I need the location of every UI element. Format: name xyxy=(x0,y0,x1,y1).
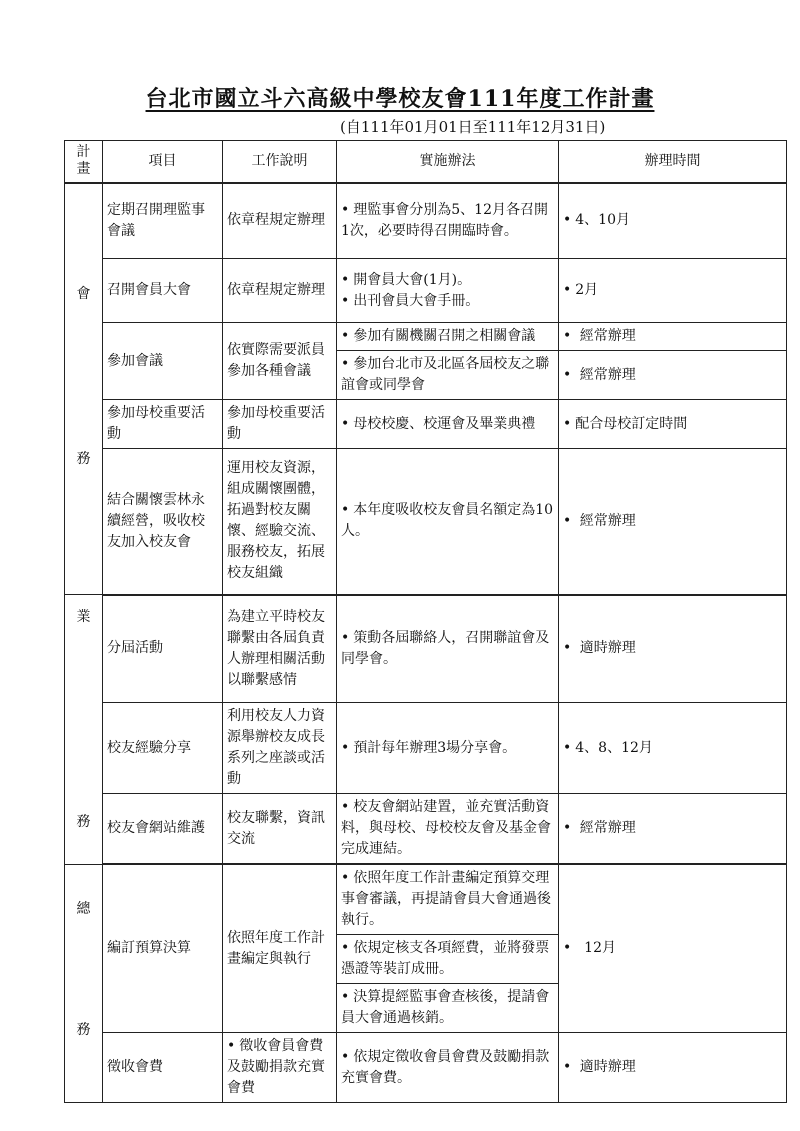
timing-cell: • 經常辦理 xyxy=(559,449,787,595)
timing-cell: • 2月 xyxy=(559,259,787,323)
item-cell: 參加會議 xyxy=(103,323,223,400)
table-header-row xyxy=(65,141,787,183)
item-cell: 結合關懷雲林永續經營，吸收校友加入校友會 xyxy=(103,449,223,595)
method-cell: • 預計每年辦理3場分享會。 xyxy=(337,703,559,794)
description-cell: 依章程規定辦理 xyxy=(223,183,337,259)
item-cell: 校友經驗分享 xyxy=(103,703,223,794)
title-text: 台北市國立斗六高級中學校友會111年度工作計畫 xyxy=(145,86,655,112)
header-item: 項目 xyxy=(103,141,223,183)
table-row xyxy=(65,1033,787,1103)
item-cell: 召開會員大會 xyxy=(103,259,223,323)
item-cell: 校友會網站維護 xyxy=(103,794,223,865)
header-method: 實施辦法 xyxy=(337,141,559,183)
header-category: 計畫 xyxy=(65,141,103,183)
timing-cell: • 配合母校訂定時間 xyxy=(559,400,787,449)
timing-cell: • 4、8、12月 xyxy=(559,703,787,794)
method-cell: • 開會員大會(1月)。 • 出刊會員大會手冊。 xyxy=(337,259,559,323)
method-cell: • 校友會網站建置，並充實活動資料，與母校、母校校友會及基金會完成連結。 xyxy=(337,794,559,865)
table-row xyxy=(65,595,787,703)
timing-cell: • 經常辦理 xyxy=(559,351,787,400)
timing-cell: • 適時辦理 xyxy=(559,1033,787,1103)
description-cell: 校友聯繫，資訊交流 xyxy=(223,794,337,865)
method-cell: • 依規定徵收會員會費及鼓勵捐款充實會費。 xyxy=(337,1033,559,1103)
timing-cell: • 適時辦理 xyxy=(559,595,787,703)
category-zongwu: 總 務 xyxy=(65,864,103,1103)
header-description: 工作說明 xyxy=(223,141,337,183)
timing-cell: • 12月 xyxy=(559,864,787,1033)
description-cell: 參加母校重要活動 xyxy=(223,400,337,449)
timing-cell: • 經常辦理 xyxy=(559,794,787,865)
item-cell: 定期召開理監事會議 xyxy=(103,183,223,259)
method-cell: • 本年度吸收校友會員名額定為10人。 xyxy=(337,449,559,595)
timing-cell: • 4、10月 xyxy=(559,183,787,259)
table-row xyxy=(65,794,787,865)
method-cell: • 決算提經監事會查核後，提請會員大會通過核銷。 xyxy=(337,984,559,1033)
timing-cell: • 經常辦理 xyxy=(559,323,787,351)
method-cell: • 理監事會分別為5、12月各召開1次，必要時得召開臨時會。 xyxy=(337,183,559,259)
table-row xyxy=(65,703,787,794)
description-cell: • 徵收會員會費及鼓勵捐款充實會費 xyxy=(223,1033,337,1103)
method-cell: • 策動各屆聯絡人，召開聯誼會及同學會。 xyxy=(337,595,559,703)
description-cell: 依實際需要派員參加各種會議 xyxy=(223,323,337,400)
description-cell: 為建立平時校友聯繫由各屆負責人辦理相關活動以聯繫感情 xyxy=(223,595,337,703)
description-cell: 依章程規定辦理 xyxy=(223,259,337,323)
work-plan-table xyxy=(64,140,787,1103)
item-cell: 編訂預算決算 xyxy=(103,864,223,1033)
table-row xyxy=(65,259,787,323)
method-cell: • 參加有關機關召開之相關會議 xyxy=(337,323,559,351)
method-cell: • 母校校慶、校運會及畢業典禮 xyxy=(337,400,559,449)
table-row xyxy=(65,864,787,935)
item-cell: 參加母校重要活動 xyxy=(103,400,223,449)
category-huiwu: 會 務 xyxy=(65,183,103,595)
category-yewu: 業 務 xyxy=(65,595,103,865)
table-row xyxy=(65,323,787,351)
table-row xyxy=(65,400,787,449)
item-cell: 分屆活動 xyxy=(103,595,223,703)
table-row xyxy=(65,183,787,259)
item-cell: 徵收會費 xyxy=(103,1033,223,1103)
method-cell: • 參加台北市及北區各屆校友之聯誼會或同學會 xyxy=(337,351,559,400)
header-timing: 辦理時間 xyxy=(559,141,787,183)
plan-period: (自111年01月01日至111年12月31日) xyxy=(340,118,606,136)
description-cell: 運用校友資源，組成關懷團體，拓過對校友關懷、經驗交流、服務校友，拓展校友組織 xyxy=(223,449,337,595)
page-title xyxy=(0,82,800,113)
description-cell: 利用校友人力資源舉辦校友成長系列之座談或活動 xyxy=(223,703,337,794)
description-cell: 依照年度工作計畫編定與執行 xyxy=(223,864,337,1033)
table-row xyxy=(65,449,787,595)
method-cell: • 依規定核支各項經費，並將發票憑證等裝訂成冊。 xyxy=(337,935,559,984)
method-cell: • 依照年度工作計畫編定預算交理事會審議，再提請會員大會通過後執行。 xyxy=(337,864,559,935)
